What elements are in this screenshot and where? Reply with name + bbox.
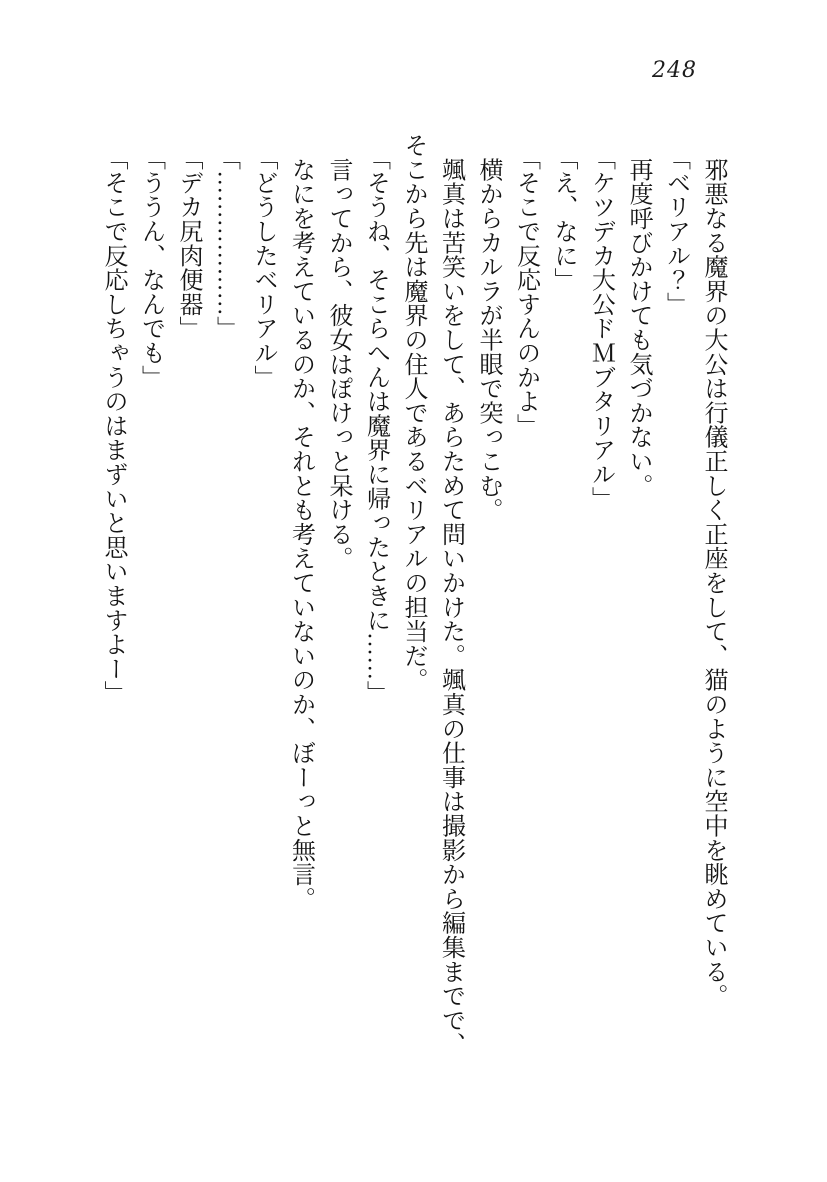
- text-column: 「そうね、そこらへんは魔界に帰ったときに……」: [362, 146, 389, 705]
- text-column: 再度呼びかけても気づかない。: [625, 133, 651, 498]
- text-column: なにを考えているのか、それとも考えていないのか、ぼーっと無言。: [287, 133, 314, 911]
- page-body: [94, 133, 732, 1058]
- text-column: 言ってから、彼女はぽけっと呆ける。: [325, 133, 351, 571]
- text-column: 「………………」: [212, 146, 239, 341]
- text-column: 邪悪なる魔界の大公は行儀正しく正座をして、猫のように空中を眺めている。: [700, 133, 726, 1008]
- text-column: 「そこで反応しちゃうのはまずいと思いますよー」: [100, 146, 126, 705]
- text-column: 「え、なに」: [550, 146, 576, 292]
- text-column: 「ベリアル？」: [662, 146, 689, 317]
- text-column: 「ううん、なんでも」: [137, 146, 164, 389]
- text-column: 横からカルラが半眼で突っこむ。: [475, 133, 501, 522]
- text-column: 颯真は苦笑いをして、あらためて問いかけた。颯真の仕事は撮影から編集までで、: [437, 133, 464, 1057]
- text-column: 「デカ尻肉便器」: [175, 146, 201, 341]
- text-column: 「どうしたベリアル」: [250, 146, 276, 389]
- text-column: 「ケツデカ大公ドＭブタリアル」: [587, 146, 614, 511]
- page-number: 248: [652, 58, 697, 83]
- text-column: 「そこで反応すんのかよ」: [512, 146, 539, 438]
- text-column: そこから先は魔界の住人であるベリアルの担当だ。: [400, 133, 426, 692]
